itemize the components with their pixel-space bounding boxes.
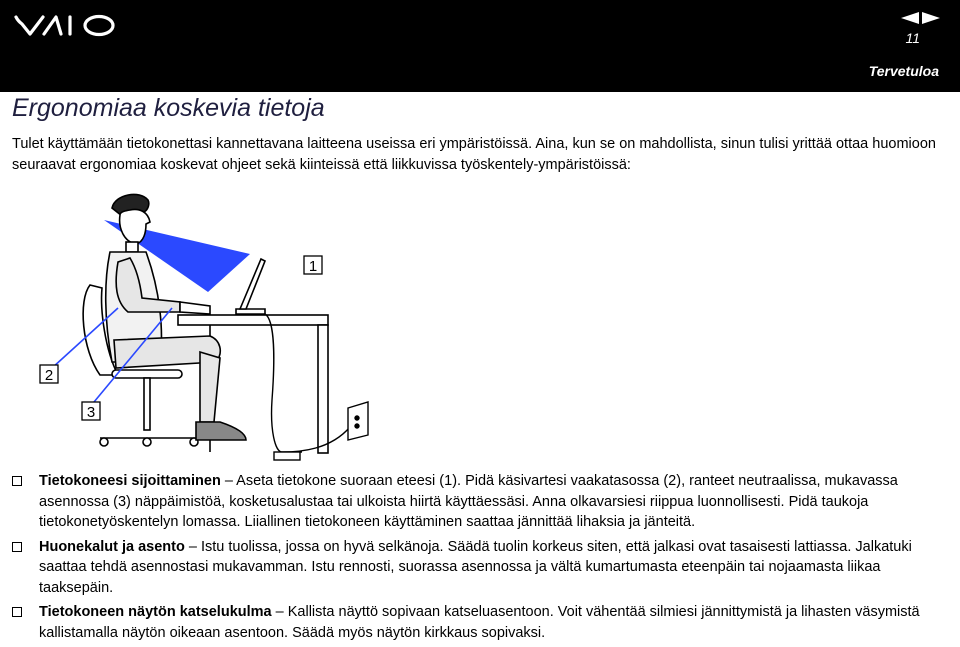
power-cable-icon	[265, 314, 350, 452]
intro-paragraph: Tulet käyttämään tietokonettasi kannettavana laitteena useissa eri ympäristöissä. Aina, kun se on mahdollista, sinun tulisi yrittää ottaa huomioon seuraavat ergonomiaa koskevat ohjeet sekä kiinteissä että liikkuvissa työskentely-ympäristöissä:	[12, 136, 936, 173]
section-label: Tervetuloa	[868, 63, 939, 79]
page-number: 11	[905, 30, 920, 46]
checkbox-icon	[12, 542, 22, 552]
desk-icon	[178, 315, 328, 325]
ergonomics-bullet-list	[12, 471, 952, 647]
callout-1: 1	[308, 258, 318, 275]
arrow-right-icon[interactable]	[922, 11, 940, 29]
bullet-viewing-angle	[12, 602, 952, 643]
bullet-dash: –	[220, 473, 237, 489]
bullet-dash: –	[184, 538, 201, 555]
checkbox-icon	[12, 476, 22, 486]
bullet-title: Tietokoneesi sijoittaminen	[39, 473, 221, 489]
ergonomic-workstation-illustration	[44, 190, 360, 470]
bullet-positioning	[12, 471, 952, 533]
bullet-title: Huonekalut ja asento	[39, 538, 185, 555]
bullet-text: Aseta tietokone suoraan eteesi (1). Pidä käsivartesi vaakatasossa (2), ranteet neutraalissa, mukavassa asennossa (3) näppäimistöä, kosketusalustaa tai ulkoista hiirtä käyttäessäsi. Anna olkavarsiesi riippua luonnollisesti. Pidä taukoja tietokonetyöskentelyn lomassa. Liiallinen tietokoneen käyttäminen saattaa jännittää lihaksia ja jänteitä.	[39, 473, 898, 530]
checkbox-icon	[12, 607, 22, 617]
vaio-logo-icon	[14, 12, 122, 45]
bullet-furniture-posture	[12, 537, 952, 599]
wall-socket-icon	[348, 402, 368, 440]
bullet-title: Tietokoneen näytön katselukulma	[39, 604, 272, 620]
bullet-text: Kallista näyttö sopivaan katseluasentoon. Voit vähentää silmiesi jännittymistä ja lihasten väsymistä kallistamalla näytön oikeaan asentoon. Säädä myös näytön kirkkaus sopivaksi.	[39, 604, 920, 641]
callout-2: 2	[44, 367, 54, 384]
callout-3: 3	[86, 404, 96, 421]
bullet-text: Istu tuolissa, jossa on hyvä selkänoja. Säädä tuolin korkeus siten, että jalkasi ovat tasaisesti lattiassa. Jalkatuki saattaa tehdä asennostasi mukavamman. Istu rennosti, suorassa asennossa ja vältä kumartumasta eteenpäin tai nojaamasta liikaa taaksepäin.	[39, 538, 912, 596]
laptop-icon	[236, 259, 265, 314]
arrow-left-icon[interactable]	[901, 11, 919, 29]
bullet-dash: –	[271, 604, 288, 620]
page-header	[0, 0, 960, 92]
page-title: Ergonomiaa koskevia tietoja	[12, 94, 325, 122]
